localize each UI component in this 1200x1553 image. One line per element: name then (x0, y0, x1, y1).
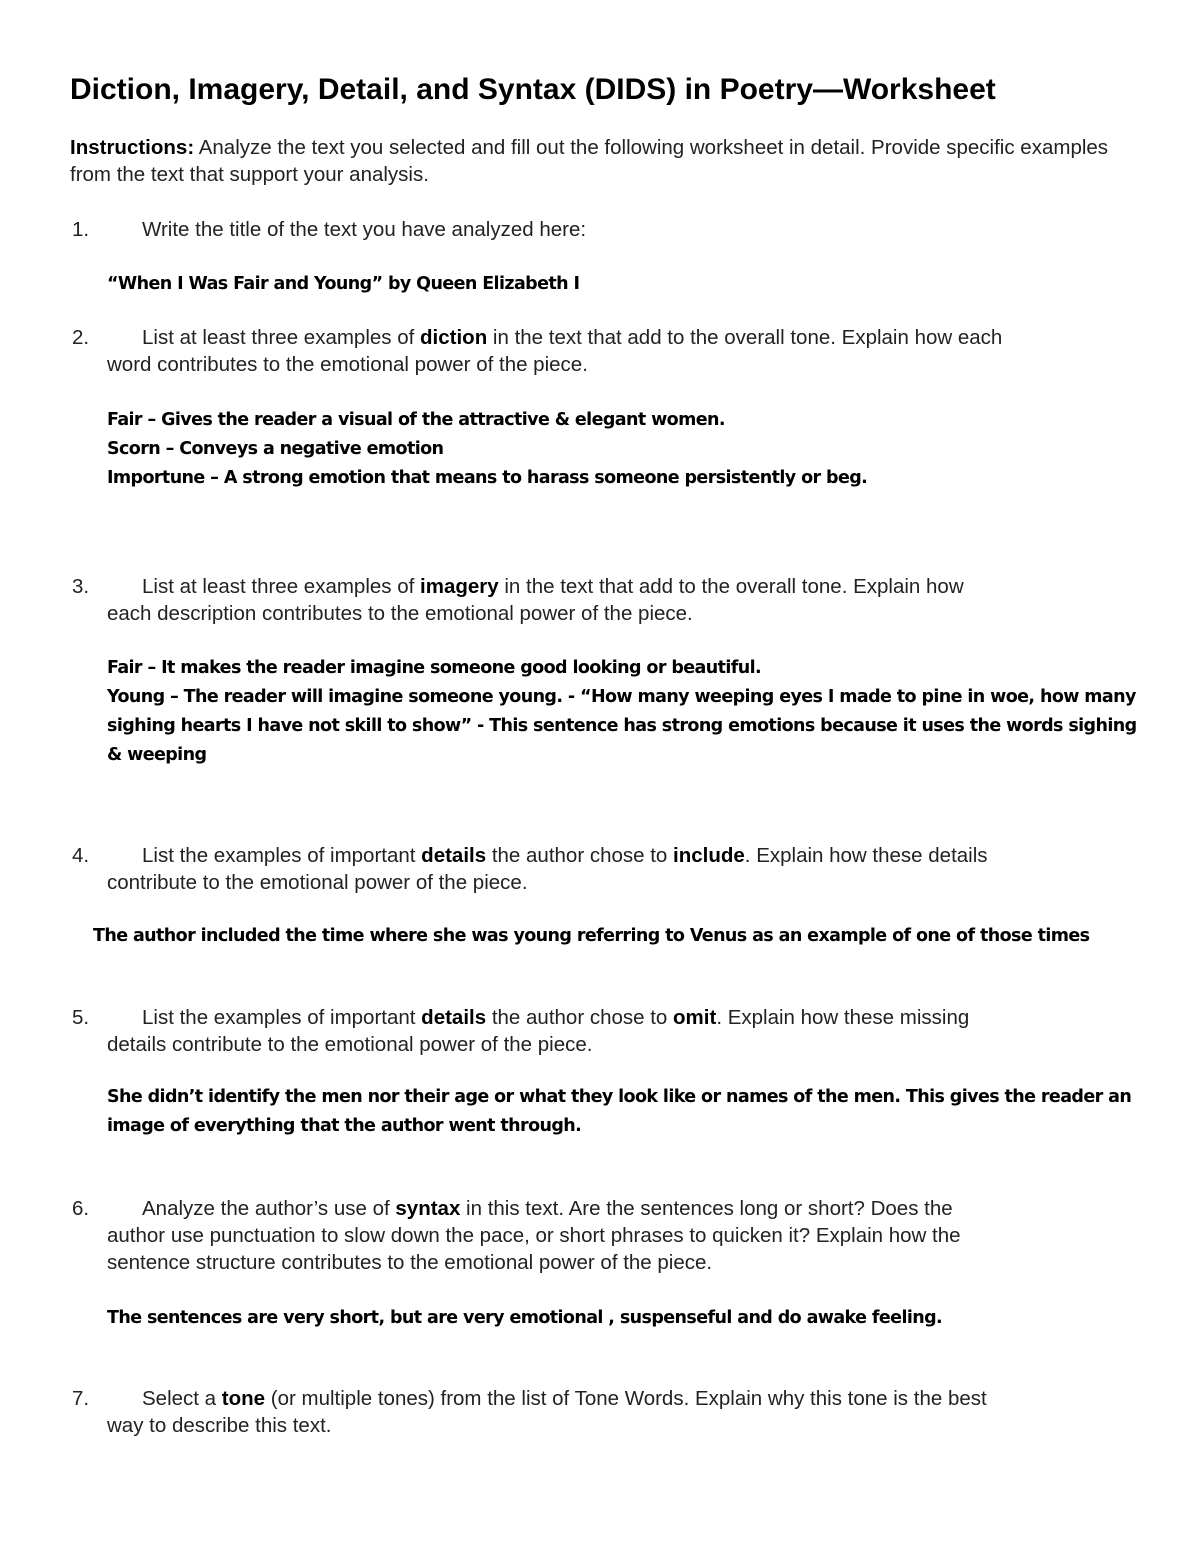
answer-line: Importune – A strong emotion that means to harass someone persistently or beg. (107, 468, 868, 488)
question-7 (70, 1385, 1145, 1439)
question-number: 5. (72, 1006, 90, 1029)
keyword-imagery: imagery (420, 575, 499, 598)
answer-text: The sentences are very short, but are very emotional , suspenseful and do awake feeling. (107, 1308, 943, 1328)
keyword-omit: omit (673, 1006, 717, 1029)
answer-5 (107, 1083, 1147, 1141)
answer-line: Scorn – Conveys a negative emotion (107, 439, 444, 459)
question-text: the author chose to (486, 844, 674, 867)
answer-3 (107, 654, 1147, 770)
question-number: 3. (72, 575, 90, 598)
question-number: 1. (72, 218, 90, 241)
question-4 (70, 842, 1145, 896)
question-text-continued: sentence structure contributes to the emotional power of the piece. (107, 1251, 713, 1274)
question-text: List the examples of important (142, 1006, 422, 1029)
keyword-details: details (421, 844, 487, 867)
question-number: 6. (72, 1197, 90, 1220)
question-text-continued: details contribute to the emotional power of the piece. (107, 1033, 593, 1056)
question-text: (or multiple tones) from the list of Tone Words. Explain why this tone is the best (265, 1387, 987, 1410)
question-text-continued: contribute to the emotional power of the piece. (107, 871, 528, 894)
question-text: . Explain how these details (744, 844, 988, 867)
question-text: in this text. Are the sentences long or short? Does the (460, 1197, 953, 1220)
keyword-diction: diction (420, 326, 488, 349)
question-3 (70, 573, 1145, 627)
keyword-details: details (421, 1006, 487, 1029)
keyword-include: include (673, 844, 745, 867)
question-number: 4. (72, 844, 90, 867)
answer-4 (93, 922, 1133, 951)
question-number: 2. (72, 326, 90, 349)
question-text: List at least three examples of (142, 326, 421, 349)
question-text-continued: way to describe this text. (107, 1414, 332, 1437)
question-text: in the text that add to the overall tone. Explain how each (487, 326, 1003, 349)
keyword-tone: tone (221, 1387, 266, 1410)
answer-line: Fair – It makes the reader imagine someone good looking or beautiful. (107, 658, 762, 678)
question-text: List the examples of important (142, 844, 422, 867)
answer-2 (107, 406, 1147, 493)
question-text: Analyze the author’s use of (142, 1197, 396, 1220)
keyword-syntax: syntax (395, 1197, 461, 1220)
question-5 (70, 1004, 1145, 1058)
answer-paragraph: She didn’t identify the men nor their age or what they look like or names of the men. This gives the reader an image of everything that the author went through. (107, 1087, 1132, 1136)
question-text: the author chose to (486, 1006, 674, 1029)
question-text: in the text that add to the overall tone. Explain how (498, 575, 964, 598)
question-text: Write the title of the text you have analyzed here: (142, 218, 587, 241)
instructions (70, 134, 1140, 188)
question-text: . Explain how these missing (716, 1006, 970, 1029)
answer-text: “When I Was Fair and Young” by Queen Elizabeth I (107, 274, 580, 294)
question-text-continued: word contributes to the emotional power of the piece. (107, 353, 588, 376)
answer-6 (107, 1304, 1147, 1333)
answer-paragraph: Young – The reader will imagine someone young. - “How many weeping eyes I made to pine in woe, how many sighing hearts I have not skill to show” - This sentence has strong emotions because it uses the words sighing & weeping (107, 687, 1137, 765)
instructions-label: Instructions: (70, 136, 195, 159)
question-text: Select a (142, 1387, 222, 1410)
answer-text: The author included the time where she was young referring to Venus as an example of one of those times (93, 926, 1090, 946)
instructions-text: Analyze the text you selected and fill out the following worksheet in detail. Provide specific examples from the text that support your analysis. (70, 136, 1109, 186)
question-number: 7. (72, 1387, 90, 1410)
worksheet-title: Diction, Imagery, Detail, and Syntax (DIDS) in Poetry—Worksheet (70, 73, 996, 106)
answer-1 (107, 270, 1147, 299)
answer-line: Fair – Gives the reader a visual of the attractive & elegant women. (107, 410, 725, 430)
question-text-continued: each description contributes to the emotional power of the piece. (107, 602, 693, 625)
question-text-continued: author use punctuation to slow down the pace, or short phrases to quicken it? Explain how the (107, 1224, 961, 1247)
question-2 (70, 324, 1145, 378)
question-1 (70, 216, 1145, 243)
question-text: List at least three examples of (142, 575, 421, 598)
question-6 (70, 1195, 1145, 1276)
